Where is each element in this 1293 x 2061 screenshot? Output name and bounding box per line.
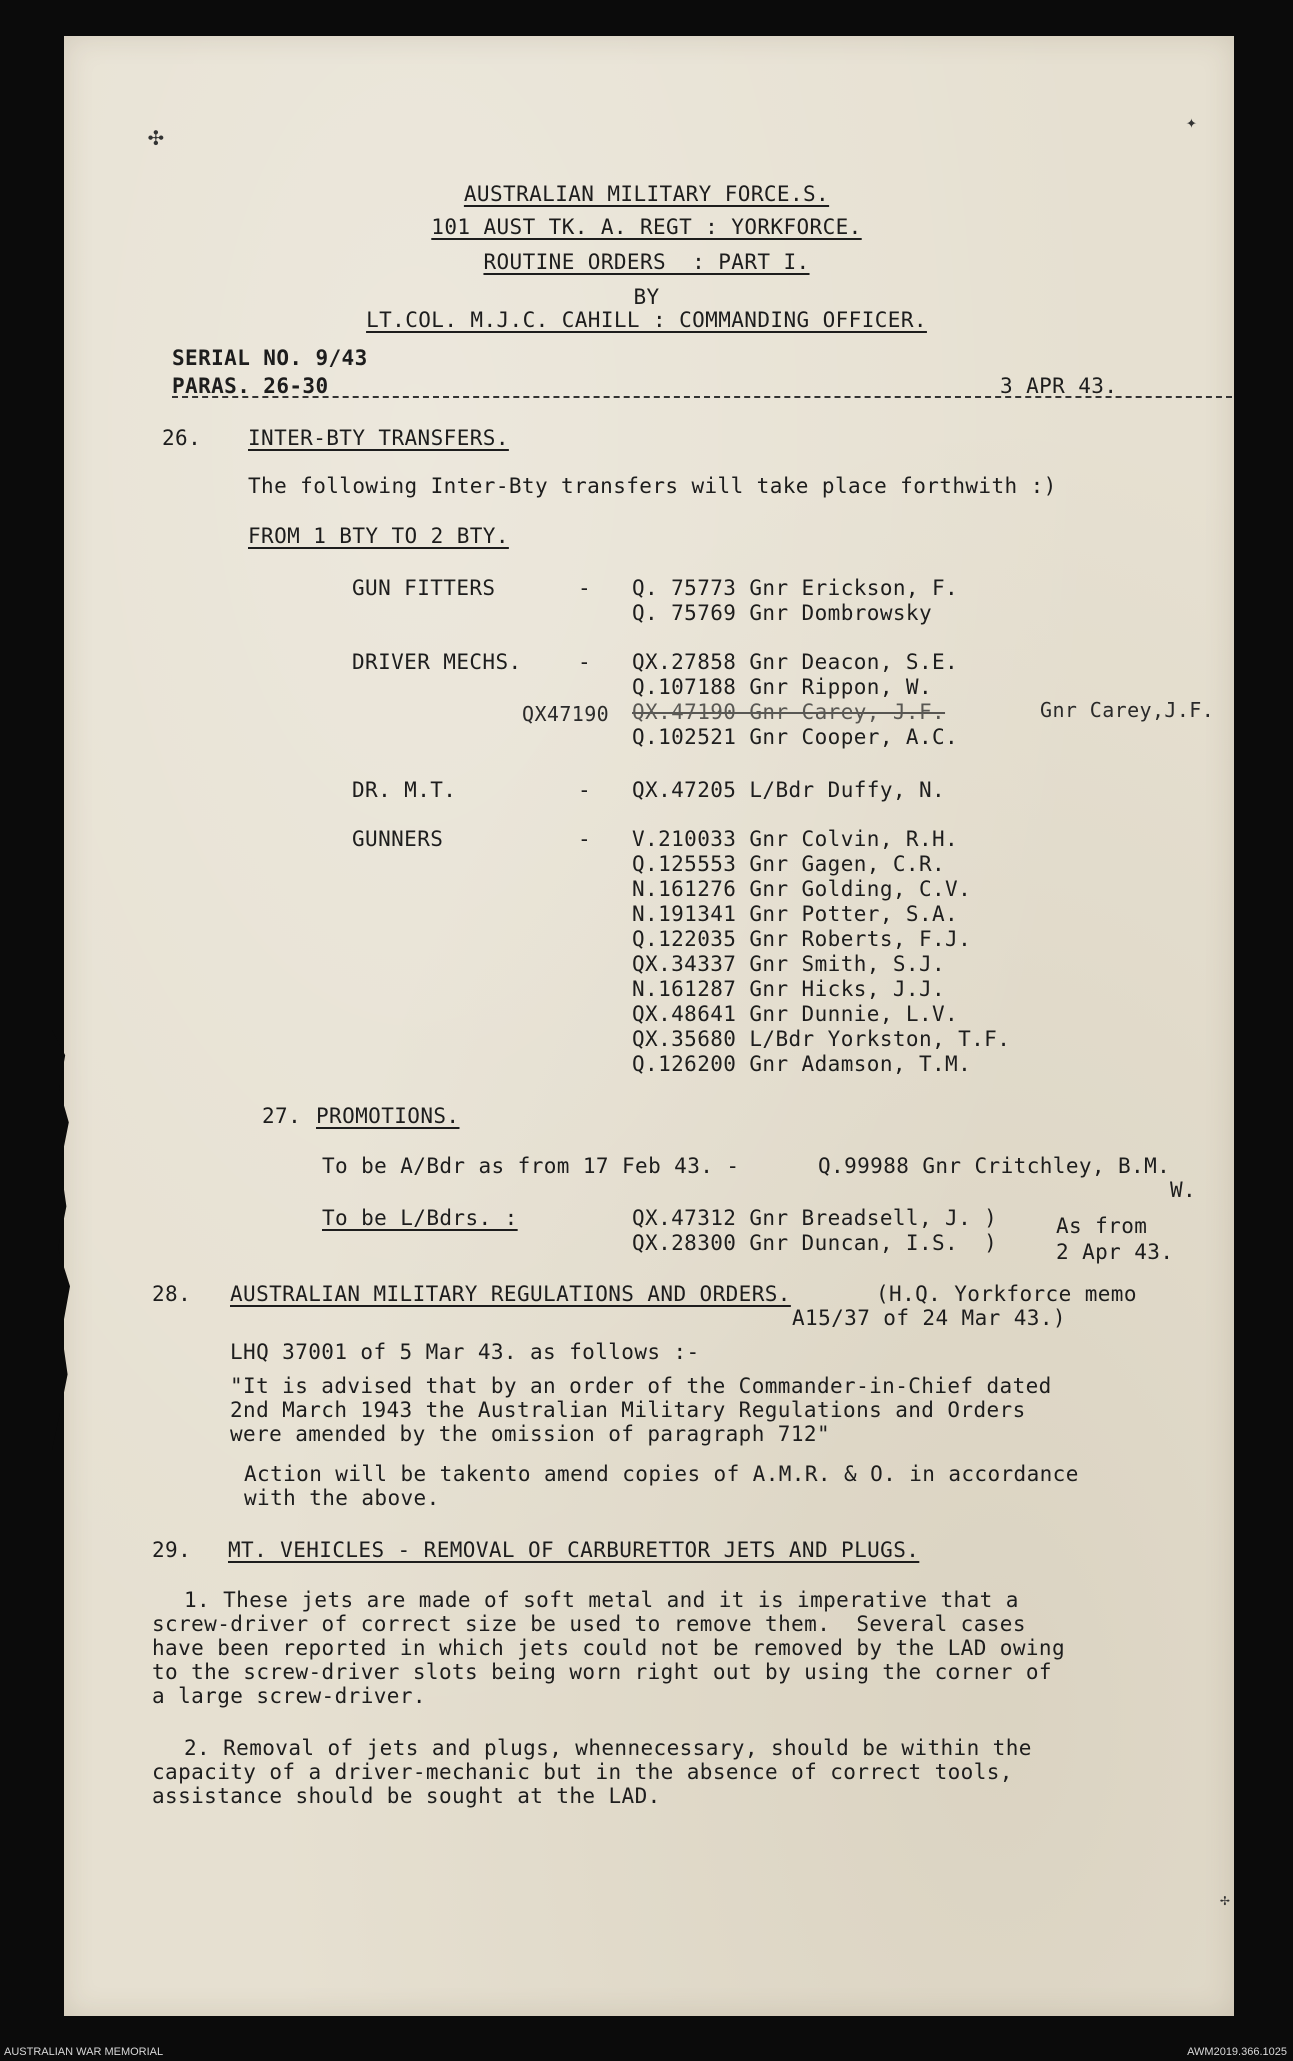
header-line-2: 101 AUST TK. A. REGT : YORKFORCE. (431, 215, 862, 239)
transfer-row: N.191341 Gnr Potter, S.A. (632, 902, 959, 926)
pin-hole-mark: ✣ (148, 122, 164, 152)
header-rule (172, 396, 1232, 398)
para-29-title: MT. VEHICLES - REMOVAL OF CARBURETTOR JETS AND PLUGS. (228, 1538, 920, 1562)
transfer-row: Q.125553 Gnr Gagen, C.R. (632, 852, 946, 876)
paras-range: PARAS. 26-30 (172, 374, 329, 398)
transfer-row: Q.122035 Gnr Roberts, F.J. (632, 927, 972, 951)
para-28-reference: A15/37 of 24 Mar 43.) (792, 1306, 1066, 1330)
transfer-row-struck: QX.47190 Gnr Carey, J.F. (632, 700, 946, 724)
transfer-row: Q.102521 Gnr Cooper, A.C. (632, 725, 959, 749)
transfer-row: QX.35680 L/Bdr Yorkston, T.F. (632, 1027, 1011, 1051)
para-26-intro: The following Inter-Bty transfers will take place forthwith :) (248, 474, 1057, 498)
group-dash: - (578, 778, 592, 802)
footer-accession: AWM2019.366.1025 (1187, 2046, 1287, 2058)
para-28-quote: were amended by the omission of paragraph 712" (230, 1422, 830, 1446)
promotion-line: To be A/Bdr as from 17 Feb 43. - (322, 1154, 740, 1178)
document-page (64, 36, 1234, 2016)
transfer-row: QX.34337 Gnr Smith, S.J. (632, 952, 946, 976)
header-line-1: AUSTRALIAN MILITARY FORCE.S. (463, 182, 830, 206)
group-dash: - (578, 576, 592, 600)
group-dash: - (578, 827, 592, 851)
para-28-action: Action will be takento amend copies of A.M.R. & O. in accordance (244, 1462, 1079, 1486)
group-label: GUNNERS (352, 827, 444, 851)
transfer-row: QX.27858 Gnr Deacon, S.E. (632, 650, 959, 674)
para-28-title: AUSTRALIAN MILITARY REGULATIONS AND ORDERS. (230, 1282, 791, 1306)
footer-credit: AUSTRALIAN WAR MEMORIAL (4, 2046, 164, 2058)
para-29-text: screw-driver of correct size be used to remove them. Several cases (152, 1612, 1026, 1636)
transfer-row: Q. 75769 Gnr Dombrowsky (632, 601, 932, 625)
promotion-name: QX.28300 Gnr Duncan, I.S. ) (632, 1231, 998, 1255)
promotion-note: As from (1056, 1214, 1148, 1238)
para-26-from: FROM 1 BTY TO 2 BTY. (248, 524, 509, 548)
group-label: DR. M.T. (352, 778, 457, 802)
promotion-name: QX.47312 Gnr Breadsell, J. ) (632, 1206, 998, 1230)
para-28-line: LHQ 37001 of 5 Mar 43. as follows :- (230, 1340, 700, 1364)
para-29-number: 29. (152, 1538, 192, 1562)
transfer-row: V.210033 Gnr Colvin, R.H. (632, 827, 959, 851)
promotion-name: Q.99988 Gnr Critchley, B.M. (818, 1154, 1171, 1178)
para-28-action: with the above. (244, 1486, 440, 1510)
para-26-number: 26. (162, 426, 202, 450)
para-29-text: assistance should be sought at the LAD. (152, 1784, 661, 1808)
para-27-title: PROMOTIONS. (316, 1104, 460, 1128)
para-27-number: 27. (262, 1104, 302, 1128)
para-29-text: 2. Removal of jets and plugs, whennecessary, should be within the (184, 1736, 1032, 1760)
para-26-title: INTER-BTY TRANSFERS. (248, 426, 509, 450)
header-line-3: ROUTINE ORDERS : PART I. (483, 250, 810, 274)
order-date: 3 APR 43. (1000, 374, 1118, 398)
handwritten-name: Gnr Carey,J.F. (1040, 698, 1215, 722)
transfer-row: Q.126200 Gnr Adamson, T.M. (632, 1052, 972, 1076)
para-29-text: have been reported in which jets could not be removed by the LAD owing (152, 1636, 1066, 1660)
transfer-row: QX.47205 L/Bdr Duffy, N. (632, 778, 946, 802)
transfer-row: N.161287 Gnr Hicks, J.J. (632, 977, 946, 1001)
handwritten-number: QX47190 (522, 702, 610, 726)
para-29-text: to the screw-driver slots being worn right out by using the corner of (152, 1660, 1052, 1684)
header-line-5: LT.COL. M.J.C. CAHILL : COMMANDING OFFICER. (366, 308, 927, 332)
transfer-row: N.161276 Gnr Golding, C.V. (632, 877, 972, 901)
group-label: GUN FITTERS (352, 576, 496, 600)
ink-mark: ✢ (1220, 1890, 1230, 1909)
group-label: DRIVER MECHS. (352, 650, 522, 674)
transfer-row: QX.48641 Gnr Dunnie, L.V. (632, 1002, 959, 1026)
para-28-reference: (H.Q. Yorkforce memo (876, 1282, 1137, 1306)
transfer-row: Q. 75773 Gnr Erickson, F. (632, 576, 959, 600)
serial-number: SERIAL NO. 9/43 (172, 346, 368, 370)
header-line-4: BY (633, 285, 660, 309)
transfer-row: Q.107188 Gnr Rippon, W. (632, 675, 932, 699)
group-dash: - (578, 650, 592, 674)
para-28-quote: 2nd March 1943 the Australian Military Regulations and Orders (230, 1398, 1026, 1422)
promotion-note: 2 Apr 43. (1056, 1240, 1174, 1264)
para-29-text: capacity of a driver-mechanic but in the absence of correct tools, (152, 1760, 1013, 1784)
para-28-number: 28. (152, 1282, 192, 1306)
promotion-name-cont: W. (1170, 1178, 1197, 1202)
para-29-text: 1. These jets are made of soft metal and it is imperative that a (184, 1588, 1019, 1612)
para-29-text: a large screw-driver. (152, 1684, 426, 1708)
promotion-line: To be L/Bdrs. : (322, 1206, 518, 1230)
ink-mark: ✦ (1186, 112, 1197, 133)
para-28-quote: "It is advised that by an order of the Commander-in-Chief dated (230, 1374, 1052, 1398)
